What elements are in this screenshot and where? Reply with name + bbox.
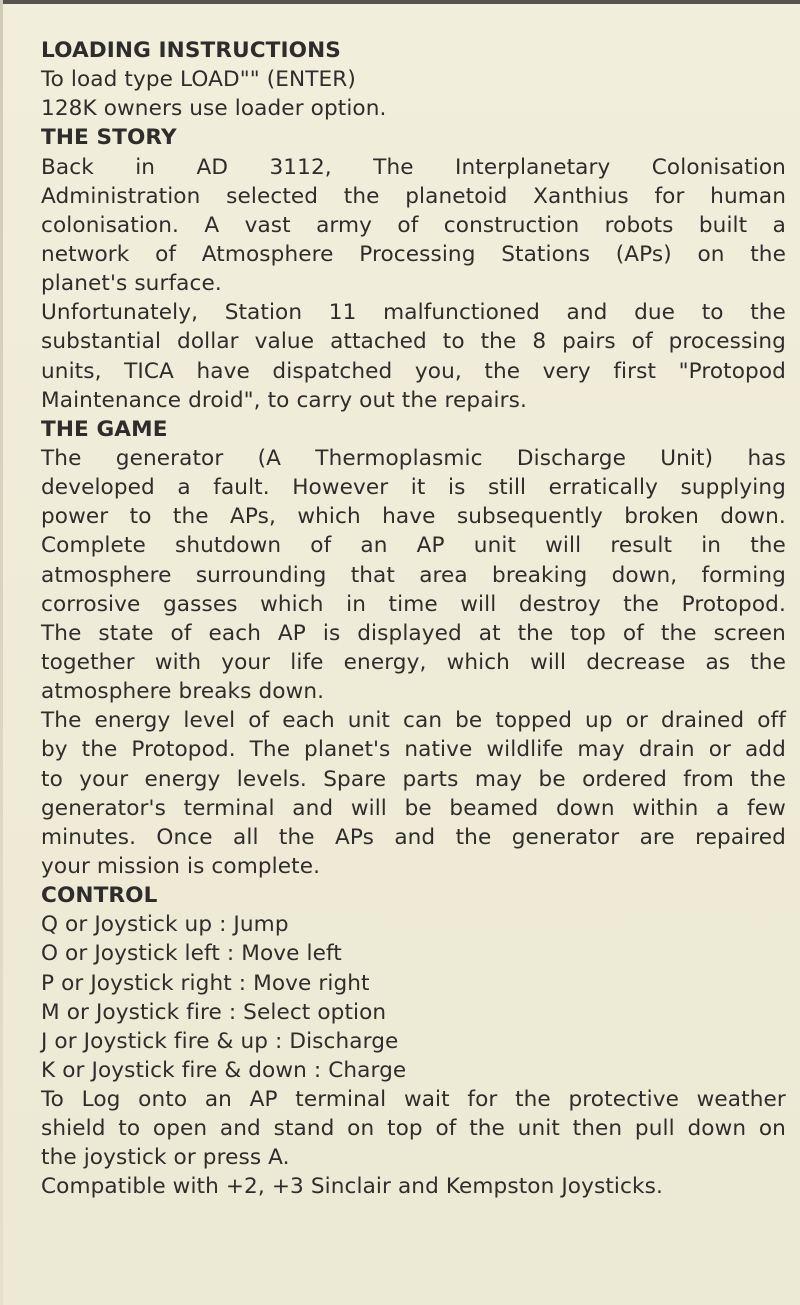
- word: that: [350, 562, 395, 588]
- word: breaking: [492, 562, 588, 588]
- word: fault.: [213, 475, 270, 501]
- word: energy: [94, 708, 171, 734]
- word: have: [382, 504, 436, 530]
- word: the: [750, 241, 786, 267]
- word: To: [41, 1087, 64, 1113]
- word: TICA: [124, 358, 174, 384]
- word: state: [98, 620, 154, 646]
- word: Protopod.: [131, 737, 236, 763]
- word: corrosive: [41, 591, 141, 617]
- story-heading: THE STORY: [41, 125, 177, 151]
- game-line: [41, 561, 786, 590]
- story-line: [41, 357, 786, 386]
- word: stand: [273, 1116, 335, 1142]
- word: the: [480, 329, 517, 355]
- word: shutdown: [175, 533, 282, 559]
- word: broken: [624, 504, 699, 530]
- word: of: [397, 212, 419, 238]
- word: destroy: [518, 591, 601, 617]
- word: planetoid: [405, 183, 508, 209]
- word: pull: [634, 1116, 675, 1142]
- game-line: [41, 706, 786, 735]
- word: for: [654, 183, 685, 209]
- control-line: P or Joystick right : Move right: [41, 970, 370, 996]
- word: together: [41, 649, 135, 675]
- word: have: [196, 358, 250, 384]
- story-line: [41, 211, 786, 240]
- word: The: [249, 737, 291, 763]
- word: the: [278, 824, 315, 850]
- word: be: [404, 795, 432, 821]
- word: add: [744, 737, 786, 763]
- loading-line: To load type LOAD"" (ENTER): [41, 67, 356, 93]
- word: first: [613, 358, 657, 384]
- word: 11: [328, 300, 357, 326]
- word: has: [747, 445, 786, 471]
- word: atmosphere: [41, 562, 172, 588]
- word: units,: [41, 358, 102, 384]
- word: to: [118, 1116, 141, 1142]
- word: terminal: [295, 1087, 387, 1113]
- word: protective: [568, 1087, 679, 1113]
- word: erratically: [548, 475, 659, 501]
- word: the: [343, 183, 380, 209]
- word: decrease: [586, 649, 686, 675]
- word: each: [208, 620, 261, 646]
- word: is: [447, 475, 466, 501]
- control-line: M or Joystick fire : Select option: [41, 999, 387, 1025]
- word: may: [577, 737, 625, 763]
- word: top: [387, 1116, 423, 1142]
- word: the: [517, 620, 554, 646]
- word: be: [455, 708, 483, 734]
- word: Complete: [41, 533, 146, 559]
- word: your: [221, 649, 271, 675]
- left-edge: [0, 0, 3, 1305]
- word: for: [467, 1087, 498, 1113]
- story-line: [41, 327, 786, 356]
- word: levels.: [236, 766, 307, 792]
- word: up: [585, 708, 613, 734]
- word: wait: [403, 1087, 450, 1113]
- word: topped: [495, 708, 573, 734]
- word: screen: [713, 620, 786, 646]
- word: generator: [115, 445, 224, 471]
- word: and: [394, 824, 436, 850]
- loading-line: 128K owners use loader option.: [41, 96, 387, 122]
- story-line: planet's surface.: [41, 271, 222, 297]
- word: APs: [335, 824, 374, 850]
- word: 8: [532, 329, 547, 355]
- word: time: [388, 591, 438, 617]
- word: or: [625, 708, 648, 734]
- word: AP: [249, 1087, 278, 1113]
- word: 3112,: [269, 154, 332, 180]
- word: onto: [138, 1087, 188, 1113]
- word: displayed: [357, 620, 462, 646]
- word: wildlife: [486, 737, 564, 763]
- game-line: your mission is complete.: [41, 853, 321, 879]
- game-line: [41, 619, 786, 648]
- word: on: [347, 1116, 375, 1142]
- word: on: [697, 241, 725, 267]
- word: the: [455, 824, 492, 850]
- word: Administration: [41, 183, 201, 209]
- word: down,: [611, 562, 678, 588]
- word: energy: [144, 766, 221, 792]
- word: you,: [414, 358, 462, 384]
- word: army: [316, 212, 373, 238]
- control-line: Q or Joystick up : Jump: [41, 912, 289, 938]
- word: Atmosphere: [201, 241, 334, 267]
- word: of: [310, 533, 332, 559]
- word: which: [446, 649, 510, 675]
- word: life: [290, 649, 324, 675]
- word: (A: [257, 445, 281, 471]
- word: Interplanetary: [455, 154, 611, 180]
- word: in: [135, 154, 156, 180]
- word: a: [772, 212, 786, 238]
- word: unit: [517, 1116, 560, 1142]
- word: Thermoplasmic: [315, 445, 483, 471]
- word: network: [41, 241, 130, 267]
- game-line: [41, 794, 786, 823]
- word: dollar: [177, 329, 239, 355]
- word: ordered: [582, 766, 667, 792]
- word: then: [572, 1116, 623, 1142]
- word: human: [710, 183, 786, 209]
- word: of: [435, 1116, 457, 1142]
- word: robots: [604, 212, 674, 238]
- word: in: [701, 533, 722, 559]
- word: the: [172, 504, 209, 530]
- word: The: [41, 620, 82, 646]
- word: (APs): [615, 241, 672, 267]
- word: repaired: [695, 824, 786, 850]
- game-heading: THE GAME: [41, 416, 168, 442]
- word: The: [41, 708, 82, 734]
- word: developed: [41, 475, 155, 501]
- word: the: [469, 1116, 505, 1142]
- word: off: [757, 708, 786, 734]
- word: APs,: [230, 504, 276, 530]
- word: and: [219, 1116, 261, 1142]
- word: will: [530, 649, 567, 675]
- word: level: [183, 708, 236, 734]
- word: gasses: [162, 591, 238, 617]
- word: down: [555, 795, 615, 821]
- control-line: [41, 1085, 786, 1114]
- word: AP: [416, 533, 445, 559]
- word: will: [460, 591, 497, 617]
- story-line: Maintenance droid", to carry out the repairs.: [41, 387, 527, 413]
- word: vast: [244, 212, 291, 238]
- word: an: [204, 1087, 232, 1113]
- word: native: [404, 737, 473, 763]
- word: to: [701, 300, 724, 326]
- word: Once: [156, 824, 213, 850]
- word: from: [683, 766, 734, 792]
- word: the: [750, 300, 786, 326]
- word: Processing: [359, 241, 476, 267]
- story-line: [41, 240, 786, 269]
- game-line: [41, 531, 786, 560]
- story-line: [41, 298, 786, 327]
- control-line: J or Joystick fire & up : Discharge: [41, 1028, 399, 1054]
- word: and: [566, 300, 608, 326]
- word: drained: [660, 708, 745, 734]
- word: to: [129, 504, 152, 530]
- word: of: [170, 620, 192, 646]
- word: area: [419, 562, 468, 588]
- word: still: [487, 475, 527, 501]
- word: open: [152, 1116, 208, 1142]
- word: down.: [720, 504, 786, 530]
- word: with: [154, 649, 202, 675]
- word: the: [660, 620, 697, 646]
- word: the: [515, 1087, 551, 1113]
- word: subsequently: [456, 504, 603, 530]
- word: Unfortunately,: [41, 300, 199, 326]
- word: Log: [81, 1087, 121, 1113]
- word: a: [716, 795, 730, 821]
- game-line: [41, 735, 786, 764]
- game-line: [41, 502, 786, 531]
- word: weather: [696, 1087, 786, 1113]
- word: pairs: [562, 329, 616, 355]
- word: the: [750, 649, 786, 675]
- word: each: [282, 708, 335, 734]
- word: dispatched: [272, 358, 393, 384]
- word: your: [79, 766, 129, 792]
- word: value: [254, 329, 315, 355]
- word: generator's: [41, 795, 166, 821]
- word: are: [639, 824, 675, 850]
- word: Spare: [323, 766, 387, 792]
- word: an: [360, 533, 388, 559]
- word: the: [81, 737, 118, 763]
- word: A: [204, 212, 220, 238]
- control-line: K or Joystick fire & down : Charge: [41, 1057, 407, 1083]
- story-line: [41, 153, 786, 182]
- word: at: [478, 620, 501, 646]
- word: which: [260, 591, 324, 617]
- word: AP: [277, 620, 306, 646]
- word: due: [634, 300, 676, 326]
- word: attached: [330, 329, 427, 355]
- word: within: [632, 795, 699, 821]
- word: parts: [402, 766, 459, 792]
- word: the: [484, 358, 521, 384]
- word: to: [442, 329, 465, 355]
- control-line: the joystick or press A.: [41, 1145, 290, 1171]
- control-line: O or Joystick left : Move left: [41, 941, 342, 967]
- word: of: [631, 329, 653, 355]
- word: of: [248, 708, 270, 734]
- word: the: [750, 533, 786, 559]
- word: The: [41, 445, 82, 471]
- word: "Protopod: [678, 358, 786, 384]
- word: Protopod.: [681, 591, 786, 617]
- word: the: [623, 591, 660, 617]
- control-line: [41, 1114, 786, 1143]
- word: on: [758, 1116, 786, 1142]
- word: Colonisation: [651, 154, 786, 180]
- word: processing: [668, 329, 786, 355]
- control-line: Compatible with +2, +3 Sinclair and Kempston Joysticks.: [41, 1174, 663, 1200]
- word: construction: [443, 212, 580, 238]
- word: is: [322, 620, 341, 646]
- word: supplying: [680, 475, 786, 501]
- word: The: [373, 154, 414, 180]
- word: power: [41, 504, 109, 530]
- word: all: [233, 824, 259, 850]
- word: minutes.: [41, 824, 137, 850]
- game-line: [41, 765, 786, 794]
- word: Station: [224, 300, 303, 326]
- word: few: [747, 795, 786, 821]
- game-line: atmosphere breaks down.: [41, 679, 325, 705]
- word: AD: [196, 154, 229, 180]
- word: Unit): [660, 445, 714, 471]
- control-heading: CONTROL: [41, 883, 158, 909]
- word: to: [41, 766, 63, 792]
- word: unit: [473, 533, 517, 559]
- word: Stations: [501, 241, 591, 267]
- word: or: [708, 737, 731, 763]
- loading-instructions-heading: LOADING INSTRUCTIONS: [41, 38, 341, 63]
- word: malfunctioned: [383, 300, 540, 326]
- word: down: [687, 1116, 747, 1142]
- word: may: [474, 766, 523, 792]
- word: substantial: [41, 329, 162, 355]
- word: forming: [701, 562, 786, 588]
- game-line: [41, 823, 786, 852]
- word: colonisation.: [41, 212, 179, 238]
- word: in: [346, 591, 366, 617]
- word: the: [750, 766, 786, 792]
- game-line: [41, 590, 786, 619]
- word: will: [545, 533, 582, 559]
- word: shield: [41, 1116, 106, 1142]
- word: by: [41, 737, 68, 763]
- word: built: [698, 212, 748, 238]
- word: surrounding: [195, 562, 327, 588]
- word: generator: [511, 824, 620, 850]
- word: However: [292, 475, 389, 501]
- word: will: [350, 795, 387, 821]
- word: energy,: [343, 649, 427, 675]
- word: of: [155, 241, 177, 267]
- word: can: [403, 708, 443, 734]
- word: Discharge: [516, 445, 626, 471]
- word: result: [610, 533, 673, 559]
- word: be: [538, 766, 566, 792]
- word: and: [292, 795, 334, 821]
- word: terminal: [183, 795, 275, 821]
- game-line: [41, 444, 786, 473]
- word: Back: [41, 154, 94, 180]
- game-line: [41, 473, 786, 502]
- game-line: [41, 648, 786, 677]
- word: planet's: [304, 737, 391, 763]
- word: Xanthius: [533, 183, 629, 209]
- word: beamed: [449, 795, 539, 821]
- word: which: [297, 504, 361, 530]
- word: selected: [226, 183, 319, 209]
- word: a: [177, 475, 191, 501]
- inlay-text: [41, 36, 786, 1202]
- word: unit: [347, 708, 390, 734]
- word: drain: [638, 737, 695, 763]
- word: it: [410, 475, 426, 501]
- top-edge: [0, 0, 800, 4]
- word: of: [622, 620, 644, 646]
- word: top: [570, 620, 606, 646]
- word: very: [542, 358, 591, 384]
- word: as: [705, 649, 731, 675]
- story-line: [41, 182, 786, 211]
